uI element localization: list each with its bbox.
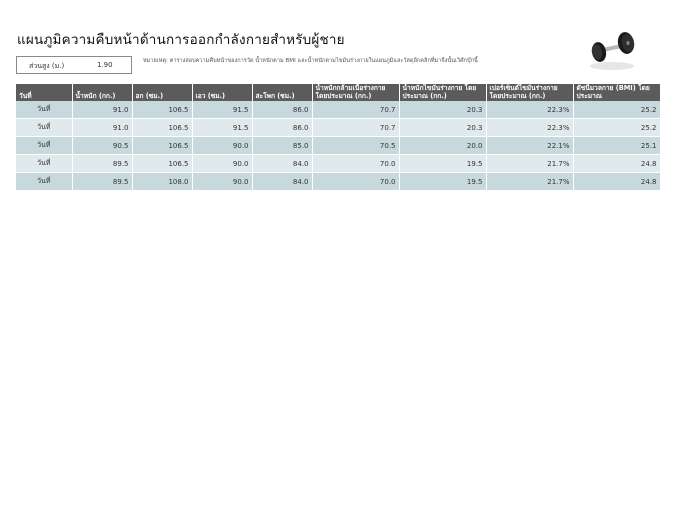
cell-bmi[interactable]: 25.1 xyxy=(573,137,660,155)
cell-fat-mass[interactable]: 19.5 xyxy=(399,155,486,173)
cell-bmi[interactable]: 25.2 xyxy=(573,101,660,119)
cell-fat-percent[interactable]: 22.3% xyxy=(486,101,573,119)
cell-chest[interactable]: 106.5 xyxy=(132,155,192,173)
cell-lean-mass[interactable]: 70.0 xyxy=(312,173,399,191)
cell-waist[interactable]: 90.0 xyxy=(192,173,252,191)
cell-waist[interactable]: 91.5 xyxy=(192,119,252,137)
cell-fat-mass[interactable]: 20.3 xyxy=(399,101,486,119)
cell-fat-percent[interactable]: 22.1% xyxy=(486,137,573,155)
table-row xyxy=(16,119,660,137)
cell-date[interactable]: วันที่ xyxy=(16,155,72,173)
column-header-bmi[interactable]: ดัชนีมวลกาย (BMI) โดยประมาณ xyxy=(573,84,660,101)
height-value[interactable]: 1.90 xyxy=(97,61,113,69)
cell-date[interactable]: วันที่ xyxy=(16,101,72,119)
cell-lean-mass[interactable]: 70.7 xyxy=(312,119,399,137)
cell-fat-mass[interactable]: 20.3 xyxy=(399,119,486,137)
note-text: หมายเหตุ: ตารางสอบความคืบหน้าของการวัด น้ำหนักตาม BMI และน้ำหนักตามไขมันร่างกายในแผนภูมิและวัสดุอีกคลิกที่มาจึงนั้นเวิศ์กบุ๊กนี้ xyxy=(143,58,478,64)
dumbbell-icon xyxy=(585,28,637,72)
cell-fat-percent[interactable]: 22.3% xyxy=(486,119,573,137)
cell-chest[interactable]: 106.5 xyxy=(132,137,192,155)
cell-hip[interactable]: 86.0 xyxy=(252,101,312,119)
cell-fat-mass[interactable]: 20.0 xyxy=(399,137,486,155)
cell-fat-mass[interactable]: 19.5 xyxy=(399,173,486,191)
table-row xyxy=(16,137,660,155)
cell-fat-percent[interactable]: 21.7% xyxy=(486,155,573,173)
height-label: ส่วนสูง (ม.) xyxy=(29,62,65,70)
cell-hip[interactable]: 85.0 xyxy=(252,137,312,155)
height-input-box[interactable] xyxy=(16,56,132,74)
page-title: แผนภูมิความคืบหน้าด้านการออกกำลังกายสำหรับผู้ชาย xyxy=(17,32,345,48)
cell-weight[interactable]: 91.0 xyxy=(72,119,132,137)
column-header-waist[interactable]: เอว (ซม.) xyxy=(192,84,252,101)
header-row xyxy=(16,84,660,101)
cell-bmi[interactable]: 25.2 xyxy=(573,119,660,137)
table-row xyxy=(16,173,660,191)
cell-hip[interactable]: 86.0 xyxy=(252,119,312,137)
cell-bmi[interactable]: 24.8 xyxy=(573,155,660,173)
table-row xyxy=(16,155,660,173)
cell-weight[interactable]: 89.5 xyxy=(72,173,132,191)
cell-weight[interactable]: 91.0 xyxy=(72,101,132,119)
column-header-date[interactable]: วันที่ xyxy=(16,84,72,101)
cell-bmi[interactable]: 24.8 xyxy=(573,173,660,191)
cell-waist[interactable]: 90.0 xyxy=(192,155,252,173)
column-header-weight[interactable]: น้ำหนัก (กก.) xyxy=(72,84,132,101)
cell-waist[interactable]: 90.0 xyxy=(192,137,252,155)
cell-date[interactable]: วันที่ xyxy=(16,173,72,191)
column-header-lean-mass[interactable]: น้ำหนักกล้ามเนื้อร่างกาย โดยประมาณ (กก.) xyxy=(312,84,399,101)
cell-chest[interactable]: 106.5 xyxy=(132,119,192,137)
cell-fat-percent[interactable]: 21.7% xyxy=(486,173,573,191)
column-header-hip[interactable]: สะโพก (ซม.) xyxy=(252,84,312,101)
cell-weight[interactable]: 90.5 xyxy=(72,137,132,155)
cell-weight[interactable]: 89.5 xyxy=(72,155,132,173)
cell-date[interactable]: วันที่ xyxy=(16,137,72,155)
column-header-fat-percent[interactable]: เปอร์เซ็นต์ไขมันร่างกาย โดยประมาณ (กก.) xyxy=(486,84,573,101)
cell-lean-mass[interactable]: 70.5 xyxy=(312,137,399,155)
cell-chest[interactable]: 108.0 xyxy=(132,173,192,191)
column-header-fat-mass[interactable]: น้ำหนักไขมันร่างกาย โดยประมาณ (กก.) xyxy=(399,84,486,101)
column-header-chest[interactable]: อก (ซม.) xyxy=(132,84,192,101)
cell-date[interactable]: วันที่ xyxy=(16,119,72,137)
cell-hip[interactable]: 84.0 xyxy=(252,155,312,173)
progress-table xyxy=(16,84,661,191)
cell-lean-mass[interactable]: 70.0 xyxy=(312,155,399,173)
table-row xyxy=(16,101,660,119)
cell-hip[interactable]: 84.0 xyxy=(252,173,312,191)
cell-waist[interactable]: 91.5 xyxy=(192,101,252,119)
cell-lean-mass[interactable]: 70.7 xyxy=(312,101,399,119)
cell-chest[interactable]: 106.5 xyxy=(132,101,192,119)
